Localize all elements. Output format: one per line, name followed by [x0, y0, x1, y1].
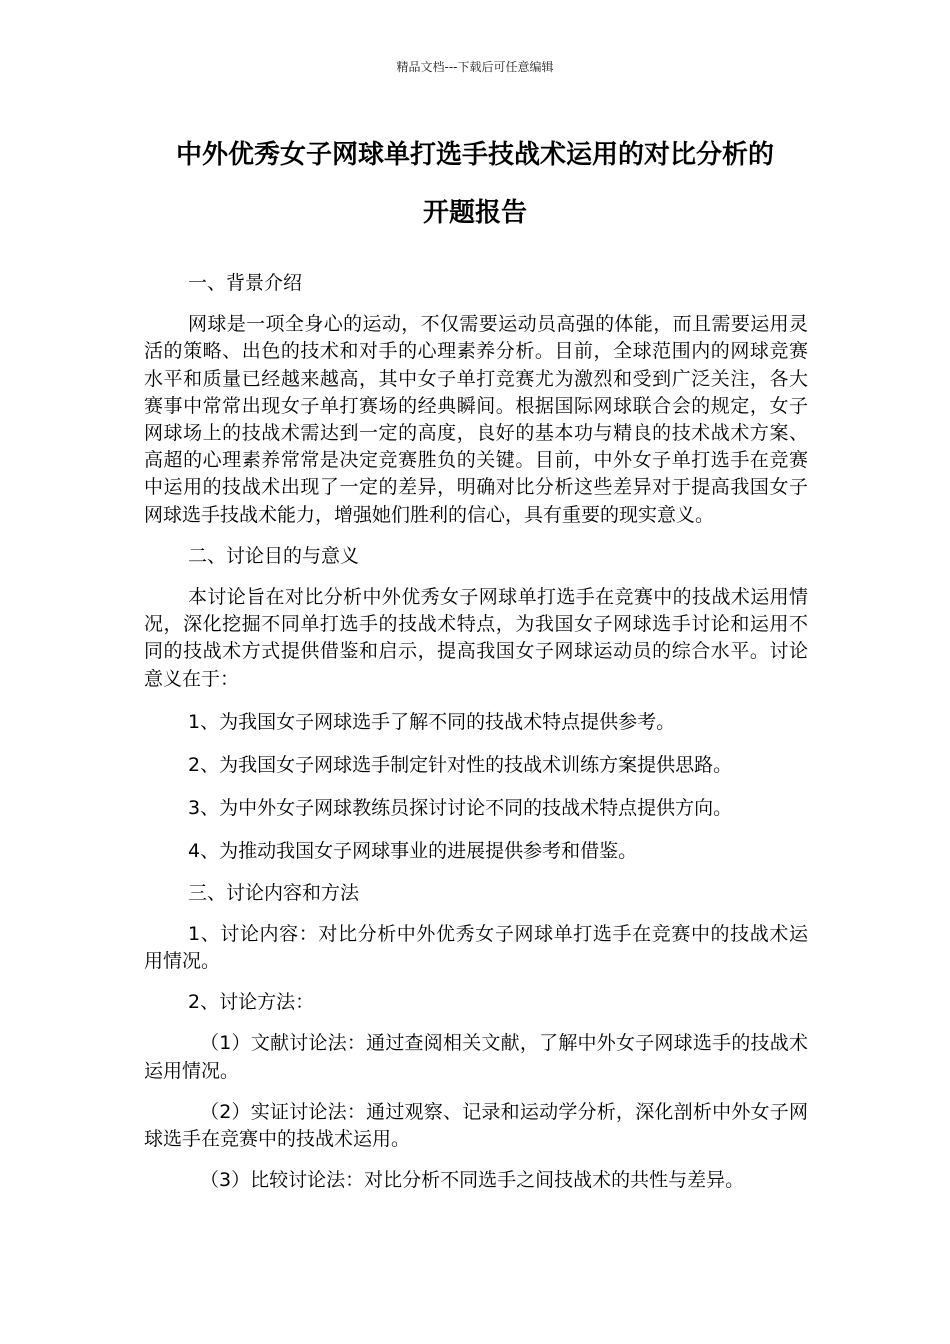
list-item: 2、为我国女子网球选手制定针对性的技战术训练方案提供思路。	[188, 754, 733, 777]
paragraph-background: 网球是一项全身心的运动，不仅需要运动员高强的体能，而且需要运用灵活的策略、出色的技术和对手的心理素养分析。目前，全球范围内的网球竞赛水平和质量已经越来越高，其中女子单打竞赛尤为激烈和受到广泛关注，各大赛事中常常出现女子单打赛场的经典瞬间。根据国际网球联合会的规定，女子网球场上的技战术需达到一定的高度，良好的基本功与精良的技术战术方案、高超的心理素养常常是决定竞赛胜负的关键。目前，中外女子单打选手在竞赛中运用的技战术出现了一定的差异，明确对比分析这些差异对于提高我国女子网球选手技战术能力，增强她们胜利的信心，具有重要的现实意义。	[144, 313, 808, 526]
method-item: （1）文献讨论法：通过查阅相关文献，了解中外女子网球选手的技战术运用情况。	[144, 1032, 808, 1082]
document-body	[144, 270, 808, 1194]
list-item: 4、为推动我国女子网球事业的进展提供参考和借鉴。	[188, 840, 638, 863]
research-methods-heading: 2、讨论方法：	[188, 991, 315, 1014]
paragraph-research-content: 1、讨论内容：对比分析中外优秀女子网球单打选手在竞赛中的技战术运用情况。	[144, 922, 808, 973]
method-item: （3）比较讨论法：对比分析不同选手之间技战术的共性与差异。	[200, 1169, 745, 1192]
section-heading-purpose: 二、讨论目的与意义	[188, 544, 360, 567]
paragraph-purpose: 本讨论旨在对比分析中外优秀女子网球单打选手在竞赛中的技战术运用情况，深化挖掘不同单打选手的技战术特点，为我国女子网球选手讨论和运用不同的技战术方式提供借鉴和启示，提高我国女子网球运动员的综合水平。讨论意义在于：	[144, 586, 808, 690]
list-item: 1、为我国女子网球选手了解不同的技战术特点提供参考。	[188, 710, 676, 733]
section-heading-methods: 三、讨论内容和方法	[188, 881, 360, 904]
document-title-line-1: 中外优秀女子网球单打选手技战术运用的对比分析的	[175, 140, 774, 170]
method-item: （2）实证讨论法：通过观察、记录和运动学分析，深化剖析中外女子网球选手在竞赛中的技战术运用。	[144, 1100, 808, 1151]
list-item: 3、为中外女子网球教练员探讨讨论不同的技战术特点提供方向。	[188, 797, 733, 820]
document-title-line-2: 开题报告	[422, 198, 527, 228]
section-heading-background: 一、背景介绍	[188, 272, 303, 294]
header-note: 精品文档---下载后可任意编辑	[396, 60, 554, 74]
